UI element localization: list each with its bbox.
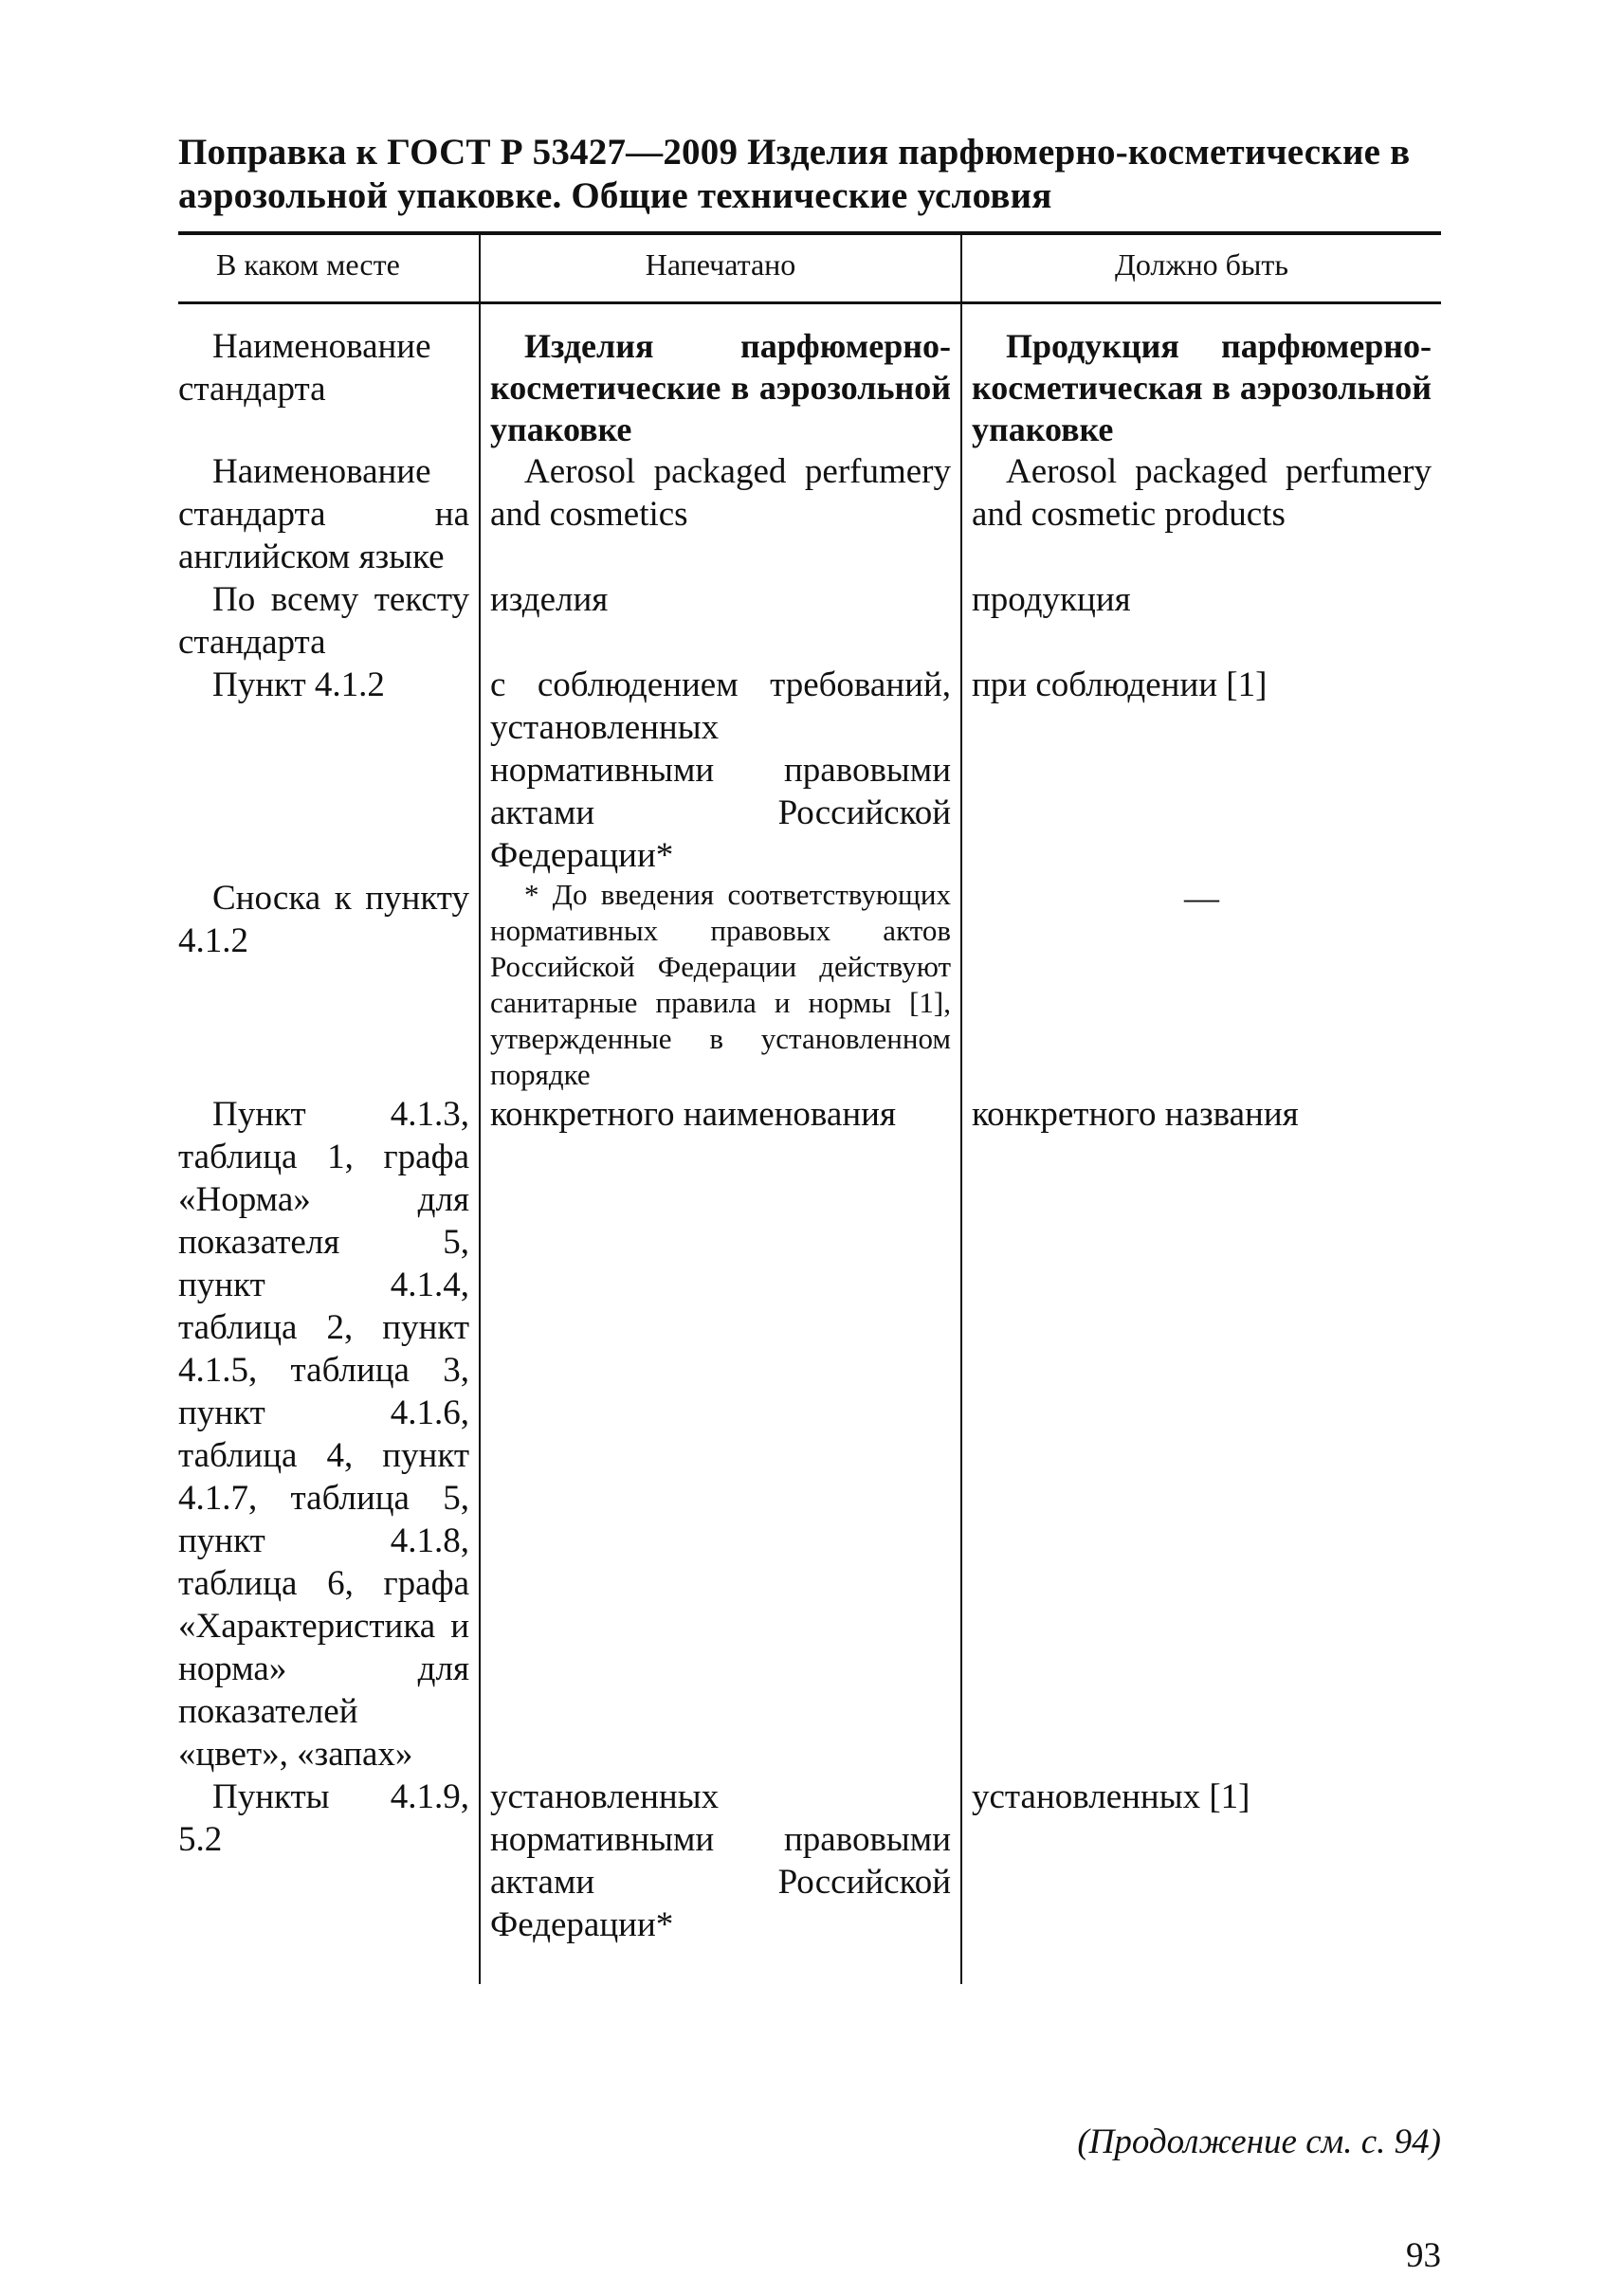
cell-printed [480, 664, 961, 877]
document-page [178, 131, 1441, 2275]
cell-printed [480, 303, 961, 451]
cell-should-be-text: Продукция парфюмерно-косметическая в аэрозольной упаковке [972, 327, 1432, 448]
header-printed: Напечатано [480, 235, 961, 303]
table-header-row [178, 235, 1441, 303]
header-should-be: Должно быть [961, 235, 1441, 303]
cell-place: Наименование стандарта [178, 327, 431, 409]
cell-should-be-text: Aerosol packaged perfumery and cosmetic products [972, 452, 1432, 534]
cell-should-be-text: при соблюдении [1] [972, 665, 1268, 704]
cell-place: Пункт 4.1.3, таблица 1, графа «Норма» для показателя 5, пункт 4.1.4, таблица 2, пункт 4.1.5, таблица 3, пункт 4.1.6, таблица 4, пункт 4.1.7, таблица 5, пункт 4.1.8, таблица 6, графа «Характеристика и норма» для показателей «цвет», «запах» [178, 1095, 469, 1774]
cell-printed-text: конкретного наименования [490, 1095, 896, 1134]
cell-place: Наименование стандарта на английском языке [178, 452, 469, 576]
cell-should-be-text: установленных [1] [972, 1777, 1250, 1816]
table-row [178, 578, 1441, 664]
cell-should-be-text: продукция [972, 580, 1131, 619]
table-row [178, 877, 1441, 1093]
header-place: В каком месте [178, 235, 480, 303]
page-number: 93 [1406, 2236, 1441, 2275]
dash-placeholder: — [1184, 879, 1219, 918]
cell-printed [480, 450, 961, 578]
cell-place: Пункт 4.1.2 [212, 665, 385, 704]
table-row [178, 664, 1441, 877]
table-row [178, 450, 1441, 578]
cell-should-be [961, 1093, 1441, 1776]
table-row [178, 1776, 1441, 1984]
cell-should-be [961, 664, 1441, 877]
cell-printed-text: установленных нормативными правовыми актами Российской Федерации* [490, 1777, 951, 1944]
cell-place: Пункты 4.1.9, 5.2 [178, 1777, 469, 1859]
cell-should-be [961, 578, 1441, 664]
cell-should-be-text: конкретного названия [972, 1095, 1299, 1134]
cell-printed [480, 578, 961, 664]
cell-should-be [961, 450, 1441, 578]
cell-printed-text: изделия [490, 580, 609, 619]
cell-printed-text: с соблюдением требований, установленных нормативными правовыми актами Российской Федерации* [490, 665, 951, 875]
table-row [178, 303, 1441, 451]
cell-printed [480, 877, 961, 1093]
cell-printed [480, 1093, 961, 1776]
cell-place: По всему тексту стандарта [178, 580, 469, 662]
cell-printed [480, 1776, 961, 1984]
continuation-note: (Продолжение см. с. 94) [1077, 2122, 1441, 2161]
document-title: Поправка к ГОСТ Р 53427—2009 Изделия парфюмерно-косметические в аэрозольной упаковке. Общие технические условия [178, 132, 1411, 216]
cell-should-be [961, 1776, 1441, 1984]
amendment-table [178, 235, 1441, 1984]
cell-should-be [961, 877, 1441, 1093]
cell-place: Сноска к пункту 4.1.2 [178, 879, 469, 960]
cell-printed-text: Aerosol packaged perfumery and cosmetics [490, 452, 951, 534]
cell-printed-text: Изделия парфюмерно-косметические в аэрозольной упаковке [490, 327, 951, 448]
footnote-text: * До введения соответствующих нормативных правовых актов Российской Федерации действуют санитарные правила и нормы [1], утвержденные в установленном порядке [490, 878, 951, 1091]
cell-should-be [961, 303, 1441, 451]
table-row [178, 1093, 1441, 1776]
